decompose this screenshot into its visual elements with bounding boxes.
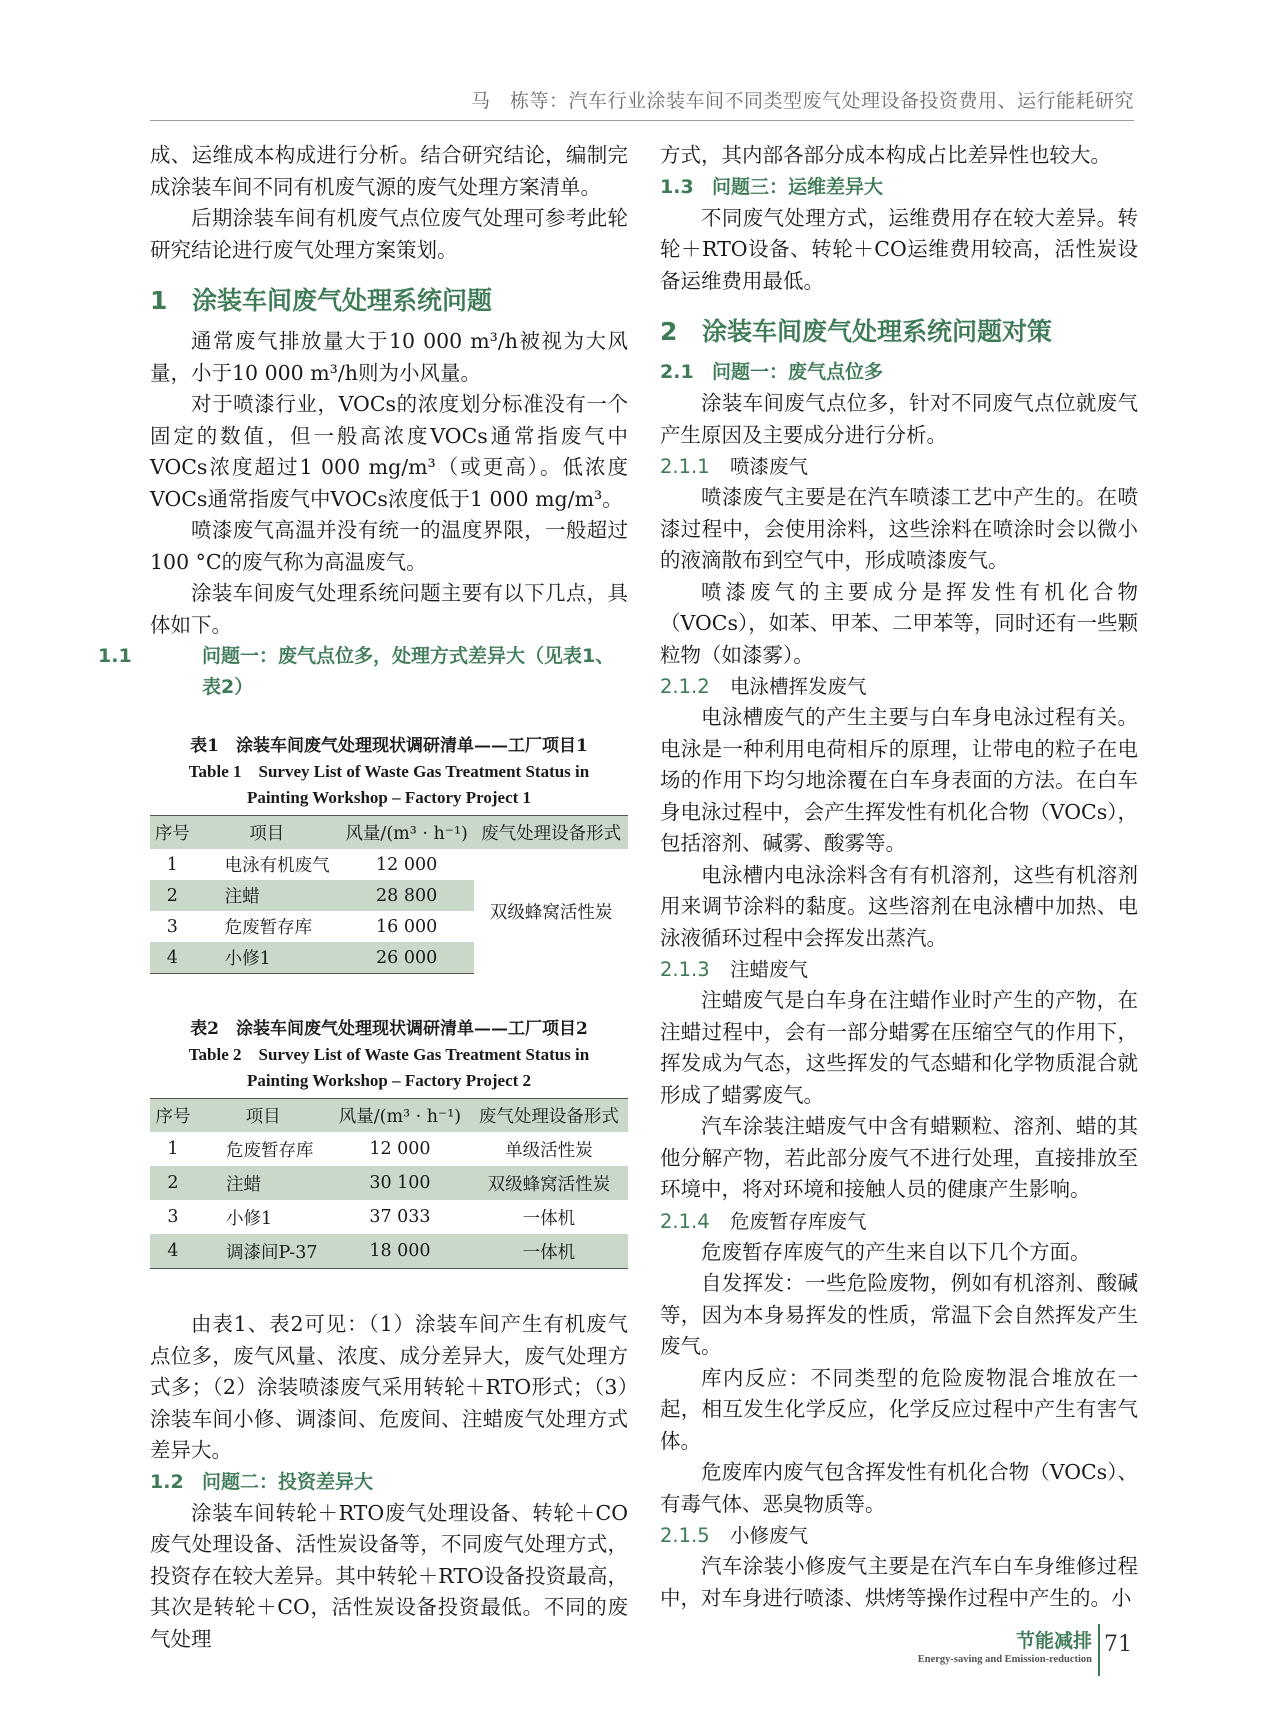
paragraph: 由表1、表2可见：（1）涂装车间产生有机废气点位多，废气风量、浓度、成分差异大，废气处理方式多；（2）涂装喷漆废气采用转轮＋RTO形式；（3）涂装车间小修、调漆间、危废间、注蜡废气处理方式差异大。 — [150, 1312, 628, 1462]
footer-divider — [1098, 1624, 1100, 1676]
table-row: 4 小修1 26 000 — [150, 942, 628, 974]
equipment-cell: 双级蜂窝活性炭 — [489, 902, 613, 923]
subsection-heading: 2.1 问题一：废气点位多 — [660, 361, 884, 383]
table-row: 3 小修1 37 033 一体机 — [167, 1207, 576, 1229]
paragraph: 喷漆废气主要是在汽车喷漆工艺中产生的。在喷漆过程中，会使用涂料，这些涂料在喷涂时会以微小的液滴散布到空气中，形成喷漆废气。 — [660, 485, 1138, 572]
table-1 — [150, 815, 628, 974]
table-row: 2 注蜡 30 100 双级蜂窝活性炭 — [150, 1166, 628, 1200]
subsubsection-heading: 2.1.1 喷漆废气 — [660, 455, 809, 478]
table-header: 废气处理设备形式 — [470, 1099, 628, 1133]
paragraph: 通常废气排放量大于10 000 m³/h被视为大风量，小于10 000 m³/h则为小风量。 — [150, 329, 628, 385]
subsubsection-heading: 2.1.5 小修废气 — [660, 1524, 809, 1547]
paragraph: 汽车涂装注蜡废气中含有蜡颗粒、溶剂、蜡的其他分解产物，若此部分废气不进行处理，直接排放至环境中，将对环境和接触人员的健康产生影响。 — [660, 1114, 1138, 1201]
table-row: 2 注蜡 28 800 — [150, 880, 628, 911]
table-2 — [150, 1098, 628, 1269]
table-header: 风量/(m³ · h⁻¹) — [330, 1099, 469, 1133]
paragraph: 喷漆废气高温并没有统一的温度界限，一般超过100 °C的废气称为高温废气。 — [150, 518, 628, 574]
table-caption-en: Table 2 Survey List of Waste Gas Treatment Status in — [188, 1045, 590, 1064]
right-column — [660, 140, 1138, 1614]
subsubsection-heading: 2.1.3 注蜡废气 — [660, 958, 809, 981]
paragraph: 汽车涂装小修废气主要是在汽车白车身维修过程中，对车身进行喷漆、烘烤等操作过程中产生的。小 — [660, 1554, 1138, 1610]
table-caption-en: Painting Workshop – Factory Project 1 — [246, 788, 532, 807]
table-caption-cn: 表2 涂装车间废气处理现状调研清单——工厂项目2 — [190, 1019, 588, 1039]
paragraph: 库内反应：不同类型的危险废物混合堆放在一起，相互发生化学反应，化学反应过程中产生有害气体。 — [660, 1365, 1138, 1453]
paragraph: 自发挥发：一些危险废物，例如有机溶剂、酸碱等，因为本身易挥发的性质，常温下会自然挥发产生废气。 — [660, 1271, 1138, 1358]
section-heading: 1 涂装车间废气处理系统问题 — [150, 286, 493, 315]
running-header: 马 栋等：汽车行业涂装车间不同类型废气处理设备投资费用、运行能耗研究 — [150, 86, 1134, 121]
paragraph: 注蜡废气是白车身在注蜡作业时产生的产物，在注蜡过程中，会有一部分蜡雾在压缩空气的作用下，挥发成为气态，这些挥发的气态蜡和化学物质混合就形成了蜡雾废气。 — [660, 988, 1138, 1107]
table-row: 1 电泳有机废气 12 000 双级蜂窝活性炭 — [150, 849, 628, 880]
table-header: 序号 — [150, 1099, 196, 1133]
paragraph: 涂装车间废气处理系统问题主要有以下几点，具体如下。 — [150, 581, 628, 637]
paragraph: 对于喷漆行业，VOCs的浓度划分标准没有一个固定的数值，但一般高浓度VOCs通常指废气中VOCs浓度超过1 000 mg/m³（或更高）。低浓度VOCs通常指废气中VOCs浓度低于1 000 mg/m³。 — [150, 392, 628, 511]
paragraph: 涂装车间转轮＋RTO废气处理设备、转轮＋CO废气处理设备、活性炭设备等，不同废气处理方式，投资存在较大差异。其中转轮＋RTO设备投资最高，其次是转轮＋CO，活性炭设备投资最低。不同的废气处理 — [150, 1500, 628, 1651]
table-header: 项目 — [196, 1099, 330, 1133]
table-caption-cn: 表1 涂装车间废气处理现状调研清单——工厂项目1 — [190, 736, 588, 756]
paragraph: 方式，其内部各部分成本构成占比差异性也较大。 — [660, 143, 1111, 167]
paragraph: 喷漆废气的主要成分是挥发性有机化合物（VOCs），如苯、甲苯、二甲苯等，同时还有一些颗粒物（如漆雾）。 — [660, 579, 1138, 667]
paragraph: 危废暂存库废气的产生来自以下几个方面。 — [701, 1239, 1091, 1264]
paragraph: 后期涂装车间有机废气点位废气处理可参考此轮研究结论进行废气处理方案策划。 — [150, 206, 628, 262]
subsubsection-heading: 2.1.4 危废暂存库废气 — [660, 1209, 867, 1233]
table-row: 4 调漆间P-37 18 000 一体机 — [150, 1234, 628, 1269]
table-header: 风量/(m³ · h⁻¹) — [339, 816, 474, 850]
section-heading: 2 涂装车间废气处理系统问题对策 — [660, 317, 1053, 346]
page-number: 71 — [1104, 1632, 1132, 1657]
table-row: 3 危废暂存库 16 000 — [166, 916, 438, 938]
table-caption-en: Painting Workshop – Factory Project 2 — [246, 1071, 532, 1090]
journal-name-en: Energy-saving and Emission-reduction — [917, 1654, 1092, 1665]
table-header: 废气处理设备形式 — [474, 816, 628, 850]
paragraph: 危废库内废气包含挥发性有机化合物（VOCs）、有毒气体、恶臭物质等。 — [660, 1460, 1138, 1516]
table-header: 项目 — [195, 816, 339, 850]
subsection-heading: 1.2 问题二：投资差异大 — [150, 1470, 374, 1493]
subsection-heading: 1.1 问题一：废气点位多，处理方式差异大（见表1、表2） — [98, 645, 615, 698]
paragraph: 不同废气处理方式，运维费用存在较大差异。转轮＋RTO设备、转轮＋CO运维费用较高，活性炭设备运维费用最低。 — [660, 205, 1138, 293]
left-column — [98, 140, 628, 1655]
paragraph: 成、运维成本构成进行分析。结合研究结论，编制完成涂装车间不同有机废气源的废气处理方案清单。 — [150, 143, 628, 199]
table-row: 1 危废暂存库 12 000 单级活性炭 — [167, 1139, 593, 1161]
journal-name: 节能减排 — [1015, 1630, 1092, 1652]
paragraph: 电泳槽内电泳涂料含有有机溶剂，这些有机溶剂用来调节涂料的黏度。这些溶剂在电泳槽中加热、电泳液循环过程中会挥发出蒸汽。 — [660, 862, 1138, 950]
table-caption-en: Table 1 Survey List of Waste Gas Treatment Status in — [188, 762, 590, 781]
table-header: 序号 — [150, 816, 195, 850]
paragraph: 电泳槽废气的产生主要与白车身电泳过程有关。电泳是一种利用电荷相斥的原理，让带电的粒子在电场的作用下均匀地涂覆在白车身表面的方法。在白车身电泳过程中，会产生挥发性有机化合物（VOCs），包括溶剂、碱雾、酸雾等。 — [660, 705, 1138, 855]
subsubsection-heading: 2.1.2 电泳槽挥发废气 — [660, 675, 867, 698]
paragraph: 涂装车间废气点位多，针对不同废气点位就废气产生原因及主要成分进行分析。 — [660, 391, 1138, 447]
subsection-heading: 1.3 问题三：运维差异大 — [660, 175, 884, 198]
